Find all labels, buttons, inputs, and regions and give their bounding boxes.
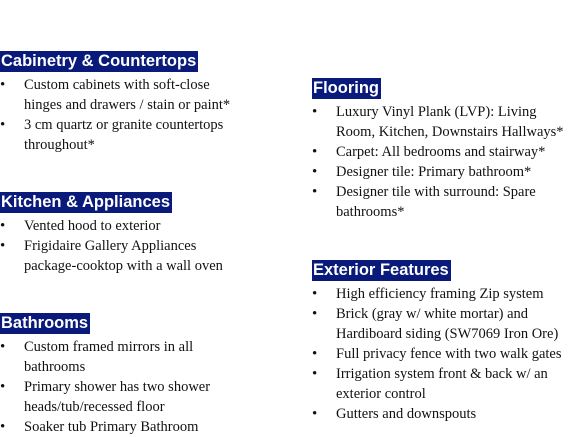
list-item-line: Room, Kitchen, Downstairs Hallways* bbox=[336, 124, 564, 140]
list-item-line: 3 cm quartz or granite countertops bbox=[24, 117, 224, 133]
list-item-line: Designer tile: Primary bathroom* bbox=[336, 164, 532, 180]
feature-list bbox=[0, 337, 300, 437]
list-item bbox=[0, 236, 300, 276]
list-item bbox=[312, 344, 576, 364]
list-item-line: throughout* bbox=[24, 137, 95, 153]
feature-list bbox=[312, 284, 576, 424]
section-heading: Exterior Features bbox=[313, 261, 449, 279]
list-item-line: Vented hood to exterior bbox=[24, 218, 161, 234]
list-item bbox=[0, 115, 300, 155]
list-item bbox=[312, 364, 576, 404]
feature-list bbox=[0, 216, 300, 276]
list-item-line: bathrooms bbox=[24, 359, 86, 375]
list-item-line: Brick (gray w/ white mortar) and bbox=[336, 306, 529, 322]
list-item-line: Carpet: All bedrooms and stairway* bbox=[336, 144, 546, 160]
list-item-line: Custom cabinets with soft-close bbox=[24, 77, 210, 93]
list-item-line: Soaker tub Primary Bathroom bbox=[24, 419, 199, 435]
section-exterior-features bbox=[312, 260, 576, 424]
list-item-line: Primary shower has two shower bbox=[24, 379, 211, 395]
list-item bbox=[0, 216, 300, 236]
list-item bbox=[0, 75, 300, 115]
feature-list bbox=[0, 75, 300, 155]
list-item bbox=[0, 417, 300, 437]
section-heading: Cabinetry & Countertops bbox=[1, 52, 197, 70]
list-item-line: High efficiency framing Zip system bbox=[336, 286, 544, 302]
list-item-line: package-cooktop with a wall oven bbox=[24, 258, 223, 274]
list-item bbox=[0, 377, 300, 417]
list-item-line: bathrooms* bbox=[336, 204, 405, 220]
section-kitchen-appliances bbox=[0, 192, 300, 276]
list-item-line: Designer tile with surround: Spare bbox=[336, 184, 536, 200]
section-flooring bbox=[312, 78, 576, 222]
list-item bbox=[312, 162, 576, 182]
section-heading: Flooring bbox=[313, 79, 379, 97]
section-heading: Bathrooms bbox=[1, 314, 89, 332]
list-item-line: Hardiboard siding (SW7069 Iron Ore) bbox=[336, 326, 559, 342]
feature-list bbox=[312, 102, 576, 222]
section-heading: Kitchen & Appliances bbox=[1, 193, 171, 211]
list-item bbox=[312, 284, 576, 304]
list-item-line: Irrigation system front & back w/ an bbox=[336, 366, 548, 382]
list-item bbox=[312, 142, 576, 162]
list-item-line: Full privacy fence with two walk gates bbox=[336, 346, 562, 362]
list-item-line: Gutters and downspouts bbox=[336, 406, 477, 422]
section-bathrooms bbox=[0, 313, 300, 437]
list-item-line: exterior control bbox=[336, 386, 426, 402]
list-item bbox=[312, 102, 576, 142]
list-item-line: Custom framed mirrors in all bbox=[24, 339, 194, 355]
list-item-line: Luxury Vinyl Plank (LVP): Living bbox=[336, 104, 537, 120]
list-item bbox=[312, 182, 576, 222]
list-item bbox=[312, 304, 576, 344]
list-item bbox=[0, 337, 300, 377]
section-cabinetry-countertops bbox=[0, 51, 300, 155]
list-item-line: hinges and drawers / stain or paint* bbox=[24, 97, 231, 113]
list-item-line: Frigidaire Gallery Appliances bbox=[24, 238, 197, 254]
list-item-line: heads/tub/recessed floor bbox=[24, 399, 165, 415]
list-item bbox=[312, 404, 576, 424]
